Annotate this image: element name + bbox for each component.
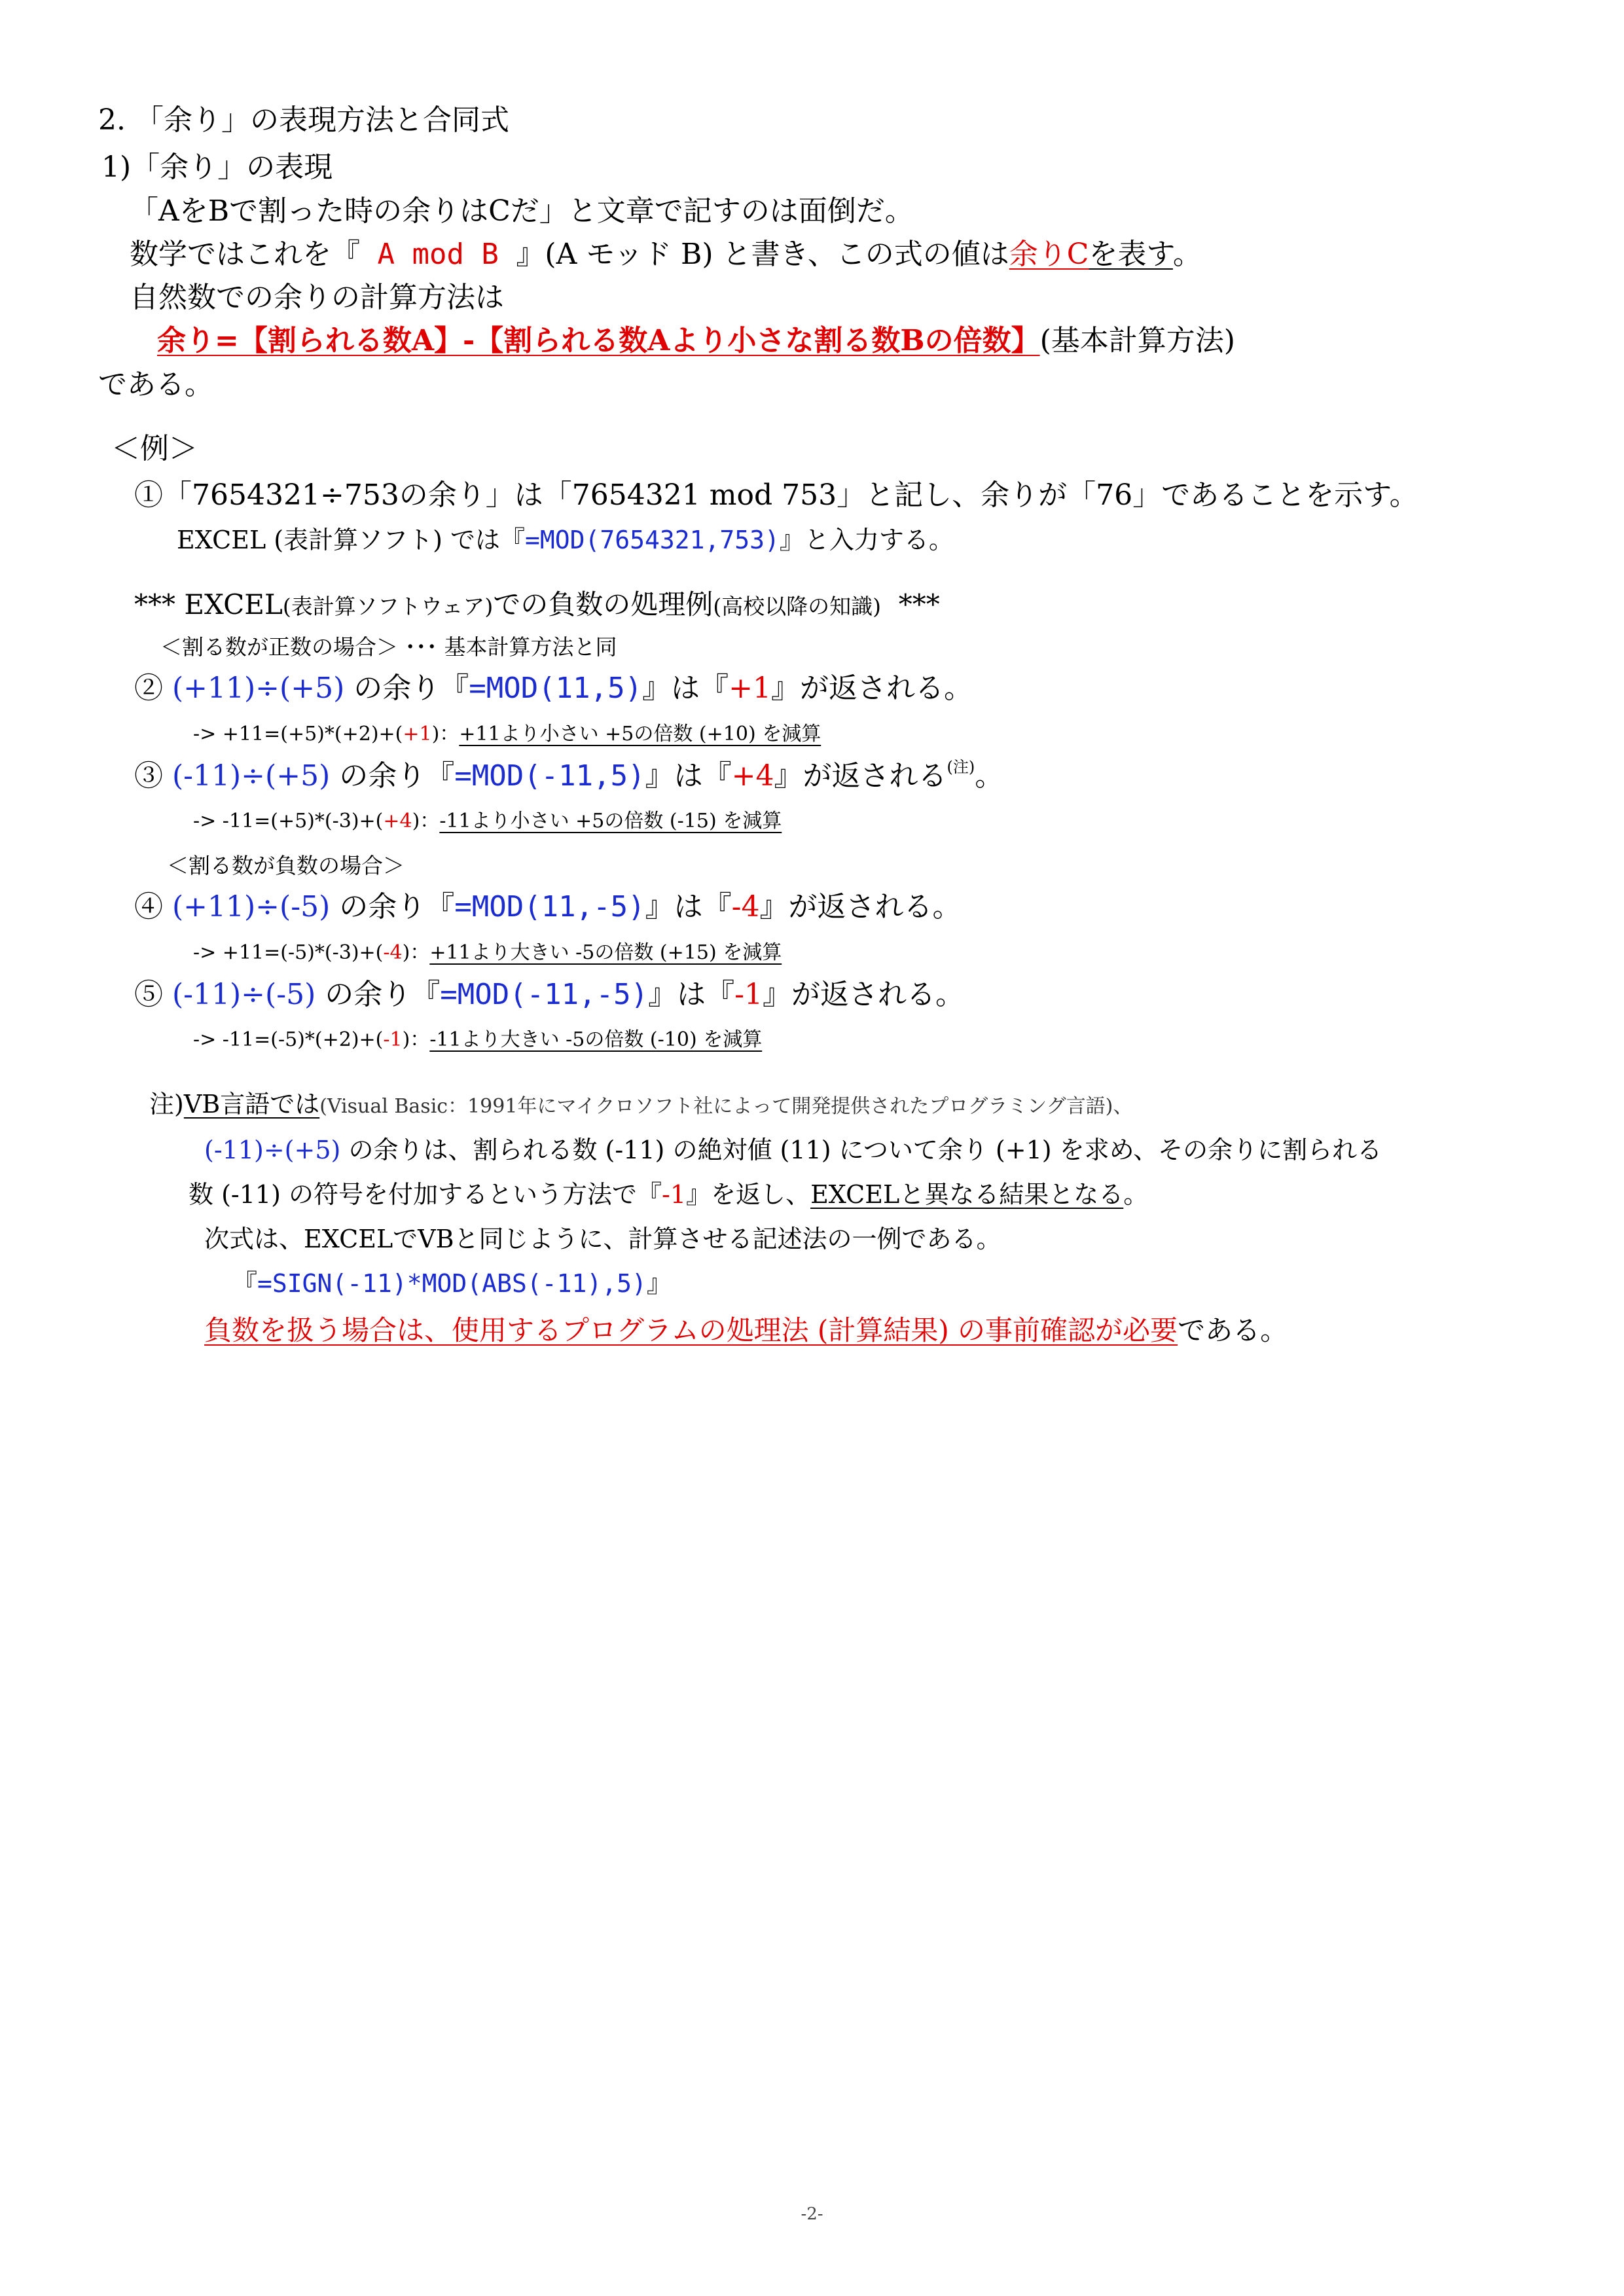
- intro-line-4: である。: [98, 368, 213, 401]
- caution-text: 負数を扱う場合は、使用するプログラムの処理法 (計算結果) の事前確認が必要: [204, 1314, 1178, 1346]
- case-3: ③ (-11)÷(+5) の余り『=MOD(-11,5)』は『+4』が返される$^{(注)}$。: [134, 758, 1004, 793]
- case-5-calc: -> -11=(-5)*(+2)+(-1)：-11より大きい -5の倍数 (-10) を減算: [193, 1028, 763, 1051]
- subsection-title: 1)「余り」の表現: [101, 151, 333, 184]
- intro-line-3: 自然数での余りの計算方法は: [130, 281, 504, 314]
- case-4-calc: -> +11=(-5)*(-3)+(-4)：+11より大きい -5の倍数 (+15) を減算: [193, 941, 782, 964]
- note-marker: (注): [947, 758, 975, 776]
- note-line-4: 次式は、EXCELでVBと同じように、計算させる記述法の一例である。: [204, 1225, 1001, 1253]
- note-line-5: 『=SIGN(-11)*MOD(ABS(-11),5)』: [232, 1269, 672, 1298]
- case-5: ⑤ (-11)÷(-5) の余り『=MOD(-11,-5)』は『-1』が返される。: [134, 978, 964, 1011]
- positive-divisor-heading: ＜割る数が正数の場合＞ ･･･ 基本計算方法と同: [160, 634, 617, 660]
- note-line-2: (-11)÷(+5) の余りは、割られる数 (-11) の絶対値 (11) について余り (+1) を求め、その余りに割られる: [204, 1136, 1382, 1164]
- example-1: ①「7654321÷753の余り」は「7654321 mod 753」と記し、余りが「76」であることを示す。: [134, 478, 1418, 512]
- basic-formula: 余り=【割られる数A】-【割られる数Aより小さな割る数Bの倍数】(基本計算方法): [157, 324, 1235, 357]
- intro-line-2: 数学ではこれを『 A mod B 』(A モッド B) と書き、この式の値は余りCを表す。: [130, 238, 1202, 271]
- section-title: 2. 「余り」の表現方法と合同式: [98, 103, 509, 137]
- case-3-calc: -> -11=(+5)*(-3)+(+4)：-11より小さい +5の倍数 (-15) を減算: [193, 810, 782, 833]
- note-line-1: 注)VB言語では(Visual Basic：1991年にマイクロソフト社によって開発提供されたプログラミング言語)、: [149, 1090, 1133, 1119]
- note-line-3: 数 (-11) の符号を付加するという方法で『-1』を返し、EXCELと異なる結果となる。: [189, 1180, 1149, 1209]
- case-2: ② (+11)÷(+5) の余り『=MOD(11,5)』は『+1』が返される。: [134, 672, 973, 705]
- mod-expression: A mod B: [360, 238, 516, 271]
- case-4: ④ (+11)÷(-5) の余り『=MOD(11,-5)』は『-4』が返される。: [134, 890, 962, 924]
- note-line-6: 負数を扱う場合は、使用するプログラムの処理法 (計算結果) の事前確認が必要である。: [204, 1314, 1288, 1346]
- excel-mod-formula: =MOD(7654321,753): [524, 526, 780, 554]
- intro-line-1: 「AをBで割った時の余りはCだ」と文章で記すのは面倒だ。: [130, 194, 914, 228]
- case-2-calc: -> +11=(+5)*(+2)+(+1)：+11より小さい +5の倍数 (+10) を減算: [193, 723, 821, 745]
- page-number: -2-: [801, 2204, 823, 2224]
- remainder-c: 余りC: [1009, 238, 1089, 271]
- sign-mod-formula: =SIGN(-11)*MOD(ABS(-11),5): [257, 1269, 647, 1298]
- example-1-excel: EXCEL (表計算ソフト) では『=MOD(7654321,753)』と入力する。: [177, 526, 954, 554]
- negative-divisor-heading: ＜割る数が負数の場合＞: [167, 853, 405, 878]
- basic-formula-red: 余り=【割られる数A】-【割られる数Aより小さな割る数Bの倍数】: [157, 324, 1040, 357]
- negative-heading: *** EXCEL(表計算ソフトウェア)での負数の処理例(高校以降の知識) ***: [134, 588, 940, 620]
- examples-heading: ＜例＞: [111, 432, 198, 465]
